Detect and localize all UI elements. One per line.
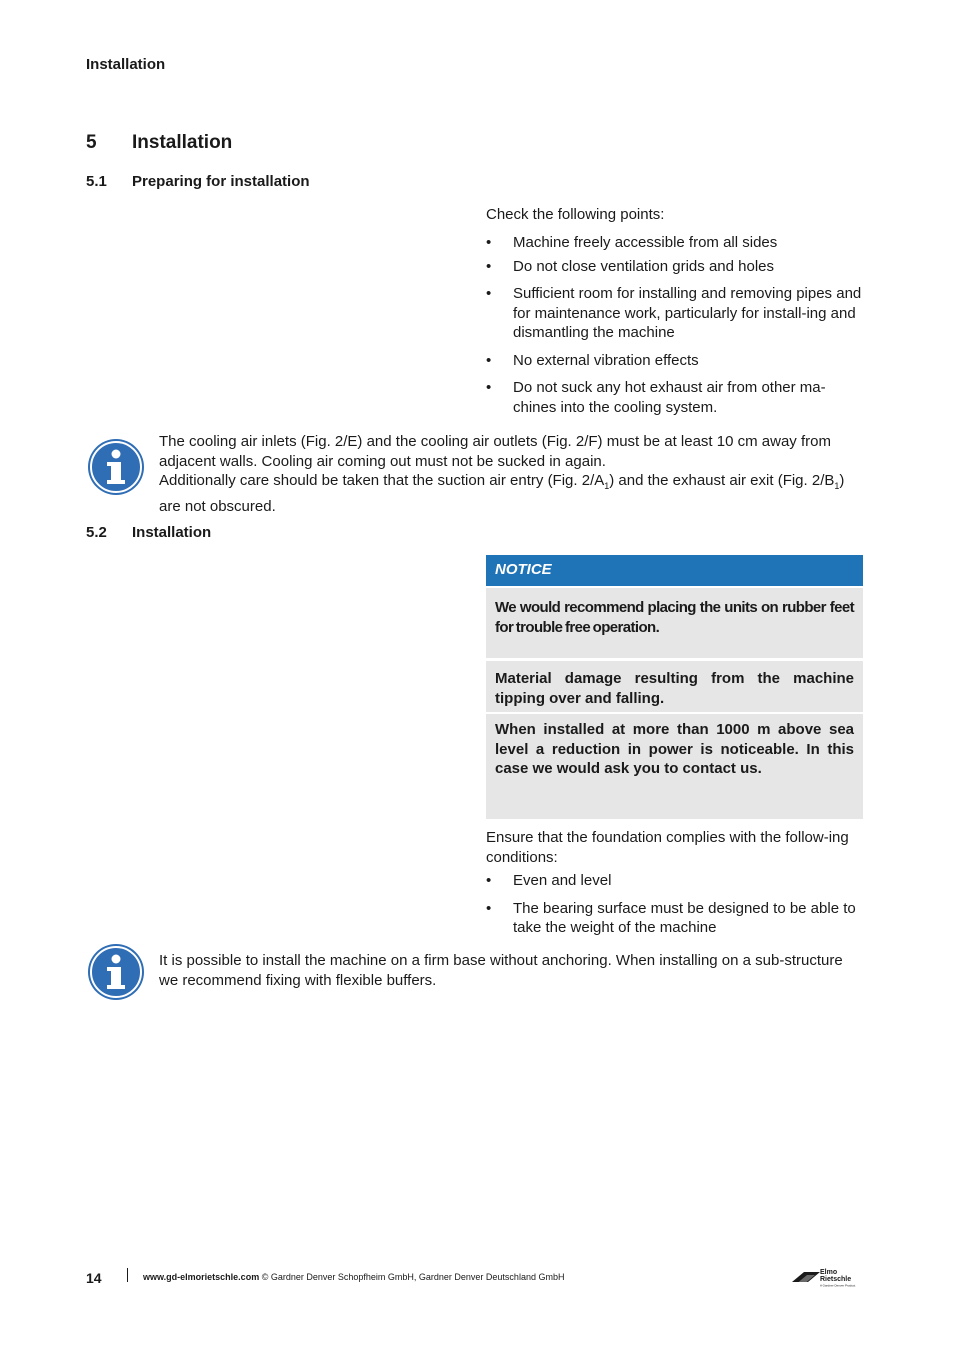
subsection-number: 5.1 [86, 173, 107, 190]
list-item: • No external vibration effects [486, 351, 866, 371]
info-note-clearance [159, 432, 859, 516]
notice-box-rubber-feet: We would recommend placing the units on rubber feet for trouble free operation. [486, 588, 863, 658]
info-icon [87, 943, 145, 1001]
info-line-2b: ) and the exhaust air exit (Fig. 2/B [609, 472, 835, 489]
notice-box-altitude: When installed at more than 1000 m above sea level a reduction in power is noticeable. In this case we would ask you to contact us. [486, 714, 863, 819]
footer-url[interactable]: www.gd-elmorietschle.com [143, 1272, 260, 1282]
list-item: • Sufficient room for installing and removing pipes and for maintenance work, particularly for install-ing and dismantling the machine [486, 284, 866, 343]
info-icon [87, 438, 145, 496]
subsection-title: Preparing for installation [132, 173, 310, 190]
page-number: 14 [86, 1270, 102, 1286]
running-header: Installation [86, 56, 166, 73]
checklist [486, 233, 866, 417]
info-line-2c: ) are not obscured. [159, 472, 845, 515]
subsection-title: Installation [132, 524, 212, 541]
section-5-2-heading [86, 524, 211, 541]
info-note-anchoring: It is possible to install the machine on a firm base without anchoring. When installing on a sub-structure we recommend fixing with flexible buffers. [159, 952, 843, 989]
subscript: 1 [834, 481, 840, 491]
section-5-heading [86, 132, 232, 154]
subsection-number: 5.2 [86, 524, 107, 541]
list-item: • Machine freely accessible from all sides [486, 233, 866, 253]
check-intro: Check the following points: [486, 206, 665, 223]
info-line-1: The cooling air inlets (Fig. 2/E) and the cooling air outlets (Fig. 2/F) must be at least 10 cm away from adjacent walls. Cooling air coming out must not be sucked in again. [159, 433, 831, 470]
section-number: 5 [86, 132, 97, 153]
section-5-1-heading [86, 173, 310, 190]
notice-header: NOTICE [486, 555, 863, 586]
list-item: • Do not suck any hot exhaust air from other ma-chines into the cooling system. [486, 378, 866, 417]
list-item: • Do not close ventilation grids and holes [486, 257, 866, 277]
subscript: 1 [604, 481, 610, 491]
logo-line-2: Rietschle [820, 1276, 852, 1283]
footer-divider [127, 1268, 128, 1282]
logo-line-1: Elmo [820, 1269, 838, 1276]
foundation-intro: Ensure that the foundation complies with the follow-ing conditions: [486, 829, 849, 866]
footer-copyright-text: © Gardner Denver Schopfheim GmbH, Gardner Denver Deutschland GmbH [259, 1272, 565, 1282]
foundation-conditions [486, 871, 866, 938]
elmo-rietschle-logo [790, 1266, 866, 1288]
list-item: • The bearing surface must be designed to be able to take the weight of the machine [486, 899, 866, 938]
list-item: • Even and level [486, 871, 866, 891]
info-line-2a: Additionally care should be taken that the suction air entry (Fig. 2/A [159, 472, 605, 489]
footer-copyright [143, 1272, 564, 1282]
logo-tagline: A Gardner Denver Product [820, 1283, 856, 1288]
notice-box-tipping: Material damage resulting from the machine tipping over and falling. [486, 661, 863, 712]
section-title: Installation [132, 132, 233, 153]
